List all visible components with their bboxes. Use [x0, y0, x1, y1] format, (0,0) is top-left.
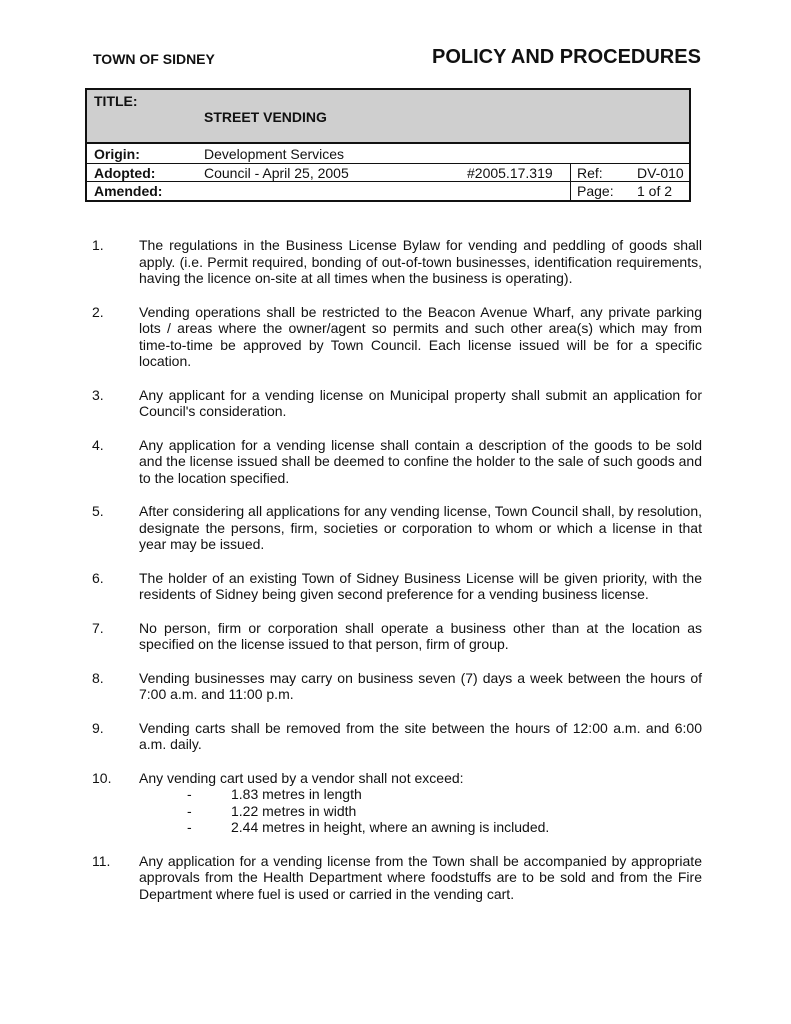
adopted-value: Council - April 25, 2005 [204, 165, 349, 181]
list-item-text: Vending businesses may carry on business seven (7) days a week between the hours of 7:00 a.m. and 11:00 p.m. [139, 669, 702, 702]
sub-list-text: 2.44 metres in height, where an awning is included. [231, 819, 550, 835]
list-item [92, 237, 702, 287]
title-label: TITLE: [94, 93, 138, 109]
list-item [92, 720, 702, 753]
list-item-number: 1. [92, 237, 104, 253]
list-item-number: 9. [92, 719, 104, 736]
list-item-text: Any application for a vending license shall contain a description of the goods to be sold and the license issued shall be deemed to confine the holder to the sale of such goods and to the location specified. [139, 436, 702, 486]
sub-list-item [92, 803, 702, 820]
adopted-row [87, 163, 689, 182]
table-divider [570, 163, 571, 200]
resolution-number: #2005.17.319 [467, 165, 553, 181]
sub-list-text: 1.83 metres in length [231, 786, 362, 802]
sub-list-item [92, 786, 702, 803]
document-type: POLICY AND PROCEDURES [432, 46, 701, 68]
sub-list-item [92, 819, 702, 836]
list-item-text: The regulations in the Business License Bylaw for vending and peddling of goods shall apply. (i.e. Permit required, bonding of out-of-town businesses, identification requirements, having the licence on-site at all times when the business is operating). [139, 237, 702, 286]
list-item [92, 304, 702, 370]
adopted-label: Adopted: [94, 165, 156, 181]
sub-list-dash: - [187, 819, 192, 835]
origin-value: Development Services [204, 146, 345, 162]
list-item-text: After considering all applications for any vending license, Town Council shall, by resolution, designate the persons, firm, societies or corporation to whom or which a license in that year may be issued. [139, 503, 702, 552]
list-item-number: 8. [92, 669, 104, 686]
list-item [92, 770, 702, 836]
list-item [92, 620, 702, 653]
policy-info-table [85, 144, 691, 202]
list-item-number: 4. [92, 436, 104, 453]
title-block [85, 88, 691, 144]
policy-list [92, 237, 702, 902]
list-item [92, 853, 702, 903]
list-item-text: Vending operations shall be restricted to the Beacon Avenue Wharf, any private parking lots / areas where the owner/agent so permits and such other area(s) which may from time-to-time be approved by Town Council. Each license issued will be for a specific location. [139, 303, 702, 369]
list-item-number: 7. [92, 619, 104, 636]
list-item-text: Any application for a vending license from the Town shall be accompanied by appropriate approvals from the Health Department where foodstuffs are to be sold and from the Fire Department where fuel is used or carried in the vending cart. [139, 852, 702, 902]
sub-list-text: 1.22 metres in width [231, 802, 357, 819]
page-label: Page: [577, 183, 614, 199]
origin-label: Origin: [94, 146, 140, 162]
list-item-number: 10. [92, 769, 112, 786]
ref-label: Ref: [577, 165, 603, 181]
list-item-number: 11. [92, 852, 111, 869]
list-item [92, 570, 702, 603]
list-item [92, 670, 702, 703]
list-item-number: 3. [92, 386, 104, 403]
list-item-text: The holder of an existing Town of Sidney Business License will be given priority, with the residents of Sidney being given second preference for a vending business license. [139, 569, 702, 602]
list-item-text: Vending carts shall be removed from the site between the hours of 12:00 a.m. and 6:00 a.m. daily. [139, 719, 702, 752]
list-item [92, 503, 702, 553]
list-item-text: Any vending cart used by a vendor shall not exceed: [139, 769, 464, 786]
sub-list-dash: - [187, 802, 192, 819]
ref-value: DV-010 [637, 165, 684, 181]
list-item [92, 387, 702, 420]
list-item-number: 6. [92, 569, 104, 586]
policy-title: STREET VENDING [204, 109, 327, 125]
list-item-number: 5. [92, 503, 104, 519]
origin-row [87, 145, 689, 163]
list-item-text: No person, firm or corporation shall operate a business other than at the location as specified on the license issued to that person, firm of group. [139, 619, 702, 652]
list-item [92, 437, 702, 487]
page-value: 1 of 2 [637, 183, 673, 199]
sub-list-dash: - [187, 786, 192, 802]
list-item-number: 2. [92, 303, 104, 320]
amended-row [87, 181, 689, 200]
organization-name: TOWN OF SIDNEY [93, 51, 215, 67]
amended-label: Amended: [94, 183, 163, 199]
list-item-text: Any applicant for a vending license on Municipal property shall submit an application for Council's consideration. [139, 386, 702, 419]
